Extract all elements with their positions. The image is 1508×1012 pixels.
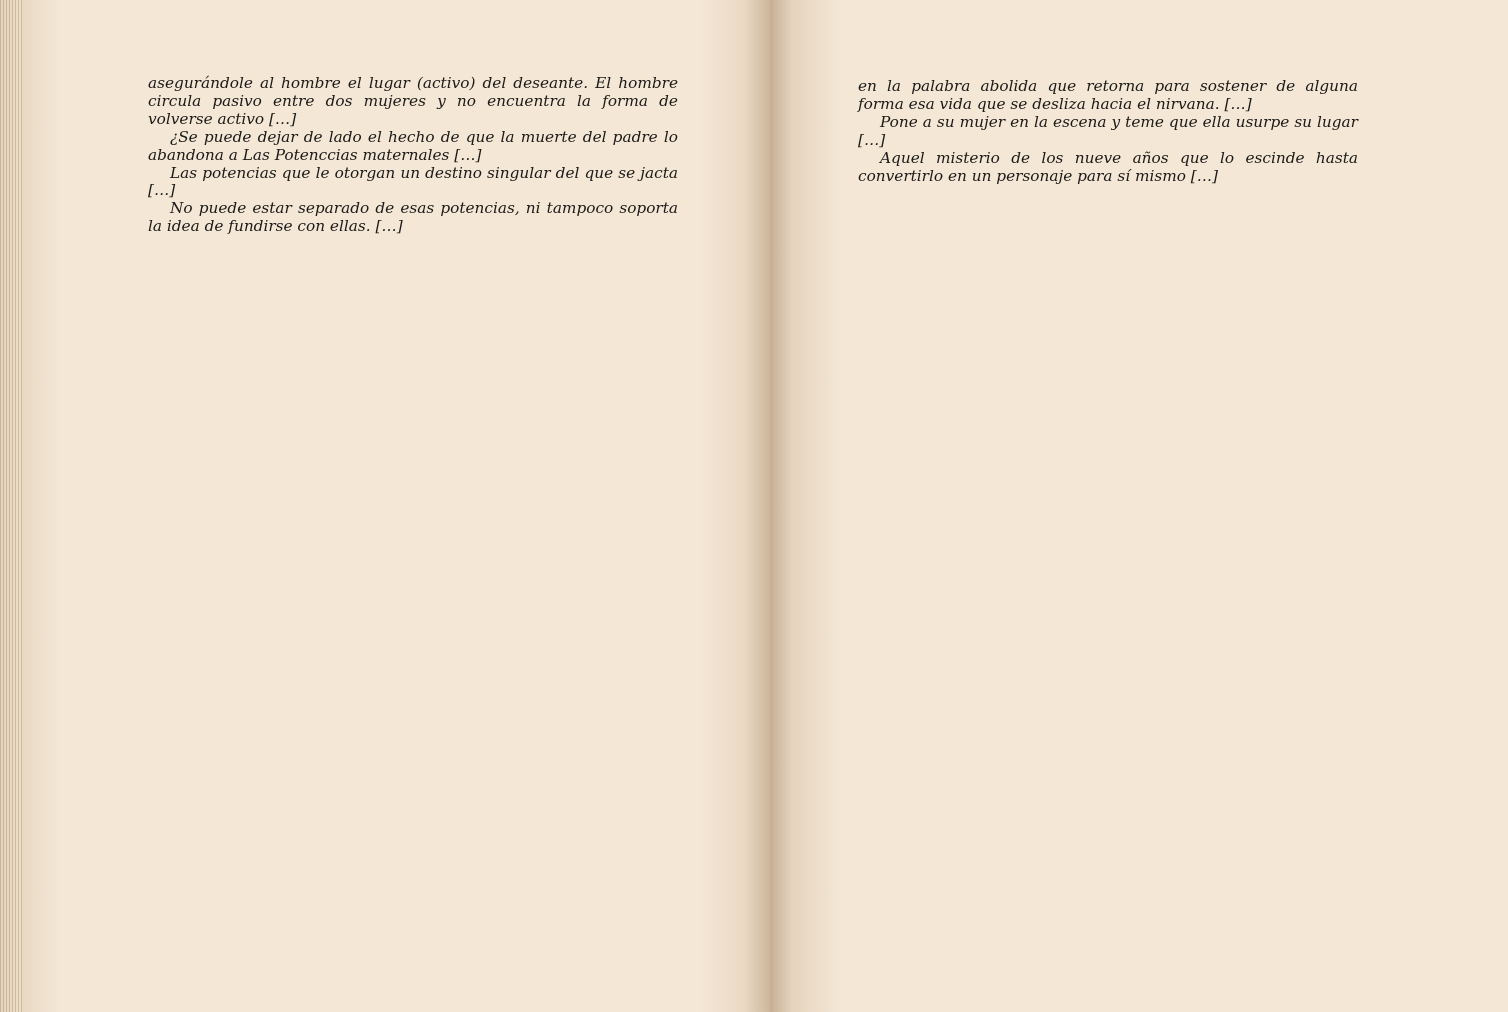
paragraph: Pone a su mujer en la escena y teme que ella usurpe su lugar […] xyxy=(858,112,1358,149)
right-page xyxy=(770,0,1508,1012)
paragraph: No puede estar separado de esas potencias, ni tampoco soporta la idea de fundirse con ellas. […] xyxy=(148,199,678,236)
paragraph: en la palabra abolida que retorna para sostener de alguna forma esa vida que se desliza hacia el nirvana. […] xyxy=(858,77,1358,113)
paragraph: ¿Se puede dejar de lado el hecho de que la muerte del padre lo abandona a Las Potenccias maternales […] xyxy=(148,127,678,164)
page-edges xyxy=(0,0,22,1012)
paragraph: Las potencias que le otorgan un destino singular del que se jacta […] xyxy=(148,163,678,200)
paragraph: Aquel misterio de los nueve años que lo escinde hasta convertirlo en un personaje para sí mismo […] xyxy=(858,148,1358,185)
right-page-text xyxy=(858,78,1358,185)
paragraph: asegurándole al hombre el lugar (activo) del deseante. El hombre circula pasivo entre dos mujeres y no encuentra la forma de volverse activo […] xyxy=(148,74,678,128)
left-page-text xyxy=(148,75,678,236)
